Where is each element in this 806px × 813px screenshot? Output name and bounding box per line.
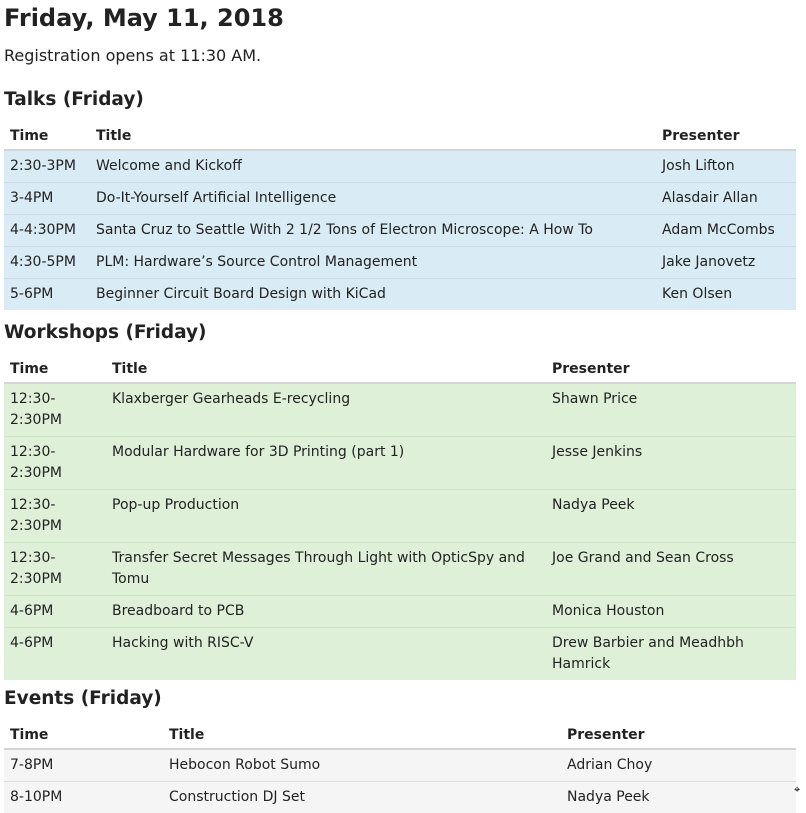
title-cell: Beginner Circuit Board Design with KiCad — [90, 279, 656, 311]
presenter-cell: Nadya Peek — [546, 490, 796, 543]
presenter-cell: Jake Janovetz — [656, 247, 796, 279]
title-cell: Klaxberger Gearheads E-recycling — [106, 383, 546, 437]
time-cell: 4-6PM — [4, 628, 106, 681]
table-row — [4, 247, 796, 279]
table-row — [4, 628, 796, 681]
column-header-presenter: Presenter — [546, 355, 796, 383]
time-cell: 4:30-5PM — [4, 247, 90, 279]
title-cell: Modular Hardware for 3D Printing (part 1) — [106, 437, 546, 490]
time-cell: 5-6PM — [4, 279, 90, 311]
title-cell: Santa Cruz to Seattle With 2 1/2 Tons of Electron Microscope: A How To — [90, 215, 656, 247]
table-row — [4, 749, 796, 782]
page-title: Friday, May 11, 2018 — [4, 3, 284, 33]
title-cell: Hebocon Robot Sumo — [163, 749, 561, 782]
time-cell: 12:30-2:30PM — [4, 383, 106, 437]
presenter-cell: Shawn Price — [546, 383, 796, 437]
column-header-presenter: Presenter — [656, 122, 796, 150]
presenter-cell: Jesse Jenkins — [546, 437, 796, 490]
time-cell: 7-8PM — [4, 749, 163, 782]
column-header-presenter: Presenter — [561, 721, 796, 749]
title-cell: PLM: Hardware’s Source Control Management — [90, 247, 656, 279]
title-cell: Hacking with RISC-V — [106, 628, 546, 681]
workshops-table — [4, 355, 796, 680]
table-row — [4, 596, 796, 628]
table-header-row — [4, 122, 796, 150]
table-row — [4, 279, 796, 311]
column-header-title: Title — [90, 122, 656, 150]
presenter-cell: Alasdair Allan — [656, 183, 796, 215]
workshops-heading: Workshops (Friday) — [4, 321, 207, 345]
table-row — [4, 490, 796, 543]
time-cell: 8-10PM — [4, 782, 163, 813]
registration-note: Registration opens at 11:30 AM. — [4, 45, 261, 67]
column-header-time: Time — [4, 355, 106, 383]
time-cell: 4-6PM — [4, 596, 106, 628]
events-heading: Events (Friday) — [4, 687, 162, 711]
presenter-cell: Ken Olsen — [656, 279, 796, 311]
time-cell: 12:30-2:30PM — [4, 543, 106, 596]
column-header-title: Title — [106, 355, 546, 383]
presenter-cell: Josh Lifton — [656, 150, 796, 183]
talks-table — [4, 122, 796, 310]
column-header-title: Title — [163, 721, 561, 749]
column-header-time: Time — [4, 122, 90, 150]
events-table — [4, 721, 796, 813]
time-cell: 12:30-2:30PM — [4, 437, 106, 490]
table-row — [4, 437, 796, 490]
presenter-cell: Monica Houston — [546, 596, 796, 628]
presenter-cell: Nadya Peek — [561, 782, 796, 813]
presenter-cell: Joe Grand and Sean Cross — [546, 543, 796, 596]
mouse-cursor-icon: ⌖ — [794, 785, 804, 795]
talks-heading: Talks (Friday) — [4, 88, 144, 112]
title-cell: Construction DJ Set — [163, 782, 561, 813]
table-row — [4, 543, 796, 596]
time-cell: 2:30-3PM — [4, 150, 90, 183]
presenter-cell: Adam McCombs — [656, 215, 796, 247]
title-cell: Do-It-Yourself Artificial Intelligence — [90, 183, 656, 215]
presenter-cell: Adrian Choy — [561, 749, 796, 782]
table-row — [4, 383, 796, 437]
time-cell: 3-4PM — [4, 183, 90, 215]
time-cell: 12:30-2:30PM — [4, 490, 106, 543]
title-cell: Breadboard to PCB — [106, 596, 546, 628]
table-row — [4, 150, 796, 183]
time-cell: 4-4:30PM — [4, 215, 90, 247]
table-header-row — [4, 355, 796, 383]
table-row — [4, 183, 796, 215]
title-cell: Welcome and Kickoff — [90, 150, 656, 183]
title-cell: Transfer Secret Messages Through Light with OpticSpy and Tomu — [106, 543, 546, 596]
presenter-cell: Drew Barbier and Meadhbh Hamrick — [546, 628, 796, 681]
title-cell: Pop-up Production — [106, 490, 546, 543]
table-row — [4, 215, 796, 247]
table-header-row — [4, 721, 796, 749]
column-header-time: Time — [4, 721, 163, 749]
table-row — [4, 782, 796, 813]
